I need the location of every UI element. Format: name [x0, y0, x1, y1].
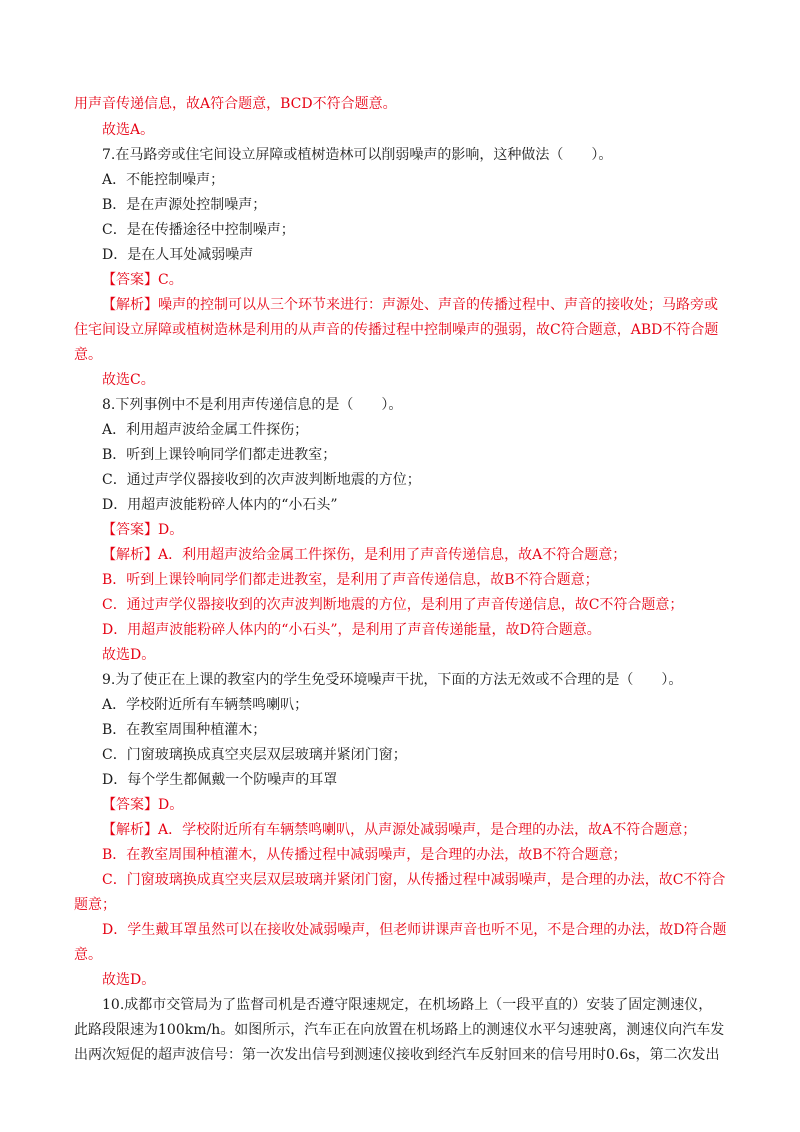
question-8-analysis-a: 【解析】A．利用超声波给金属工件探伤，是利用了声音传递信息，故A不符合题意；	[102, 547, 627, 563]
question-9-choice: 故选D。	[102, 972, 156, 988]
question-7-answer: 【答案】C。	[102, 272, 183, 288]
question-9-answer: 【答案】D。	[102, 797, 184, 813]
question-8-choice: 故选D。	[102, 647, 156, 663]
answer-tail-line: 用声音传递信息，故A符合题意，BCD不符合题意。	[74, 96, 397, 112]
question-9-analysis-c: C．门窗玻璃换成真空夹层双层玻璃并紧闭门窗，从传播过程中减弱噪声，是合理的办法，故C不符合	[102, 872, 726, 888]
question-7-stem: 7.在马路旁或住宅间设立屏障或植树造林可以削弱噪声的影响，这种做法（ ）。	[102, 147, 613, 163]
question-9-option-c: C．门窗玻璃换成真空夹层双层玻璃并紧闭门窗；	[102, 747, 407, 763]
choice-line: 故选A。	[102, 122, 155, 138]
question-9-stem: 9.为了使正在上课的教室内的学生免受环境噪声干扰，下面的方法无效或不合理的是（ ）。	[102, 672, 683, 688]
question-7-option-a: A．不能控制噪声；	[102, 172, 225, 188]
question-10-stem-cont-2: 出两次短促的超声波信号：第一次发出信号到测速仪接收到经汽车反射回来的信号用时0.6s，第二次发出	[74, 1047, 720, 1063]
question-10-stem: 10.成都市交管局为了监督司机是否遵守限速规定，在机场路上（一段平直的）安装了固定测速仪，	[102, 997, 713, 1013]
question-7-option-d: D．是在人耳处减弱噪声	[102, 247, 254, 263]
question-8-option-a: A．利用超声波给金属工件探伤；	[102, 422, 309, 438]
question-9-option-a: A．学校附近所有车辆禁鸣喇叭；	[102, 697, 309, 713]
question-8-analysis-d: D．用超声波能粉碎人体内的“小石头”，是利用了声音传递能量，故D符合题意。	[102, 622, 601, 638]
question-8-option-d: D．用超声波能粉碎人体内的“小石头”	[102, 497, 338, 513]
question-9-analysis-c-end: 题意；	[74, 897, 116, 913]
question-8-analysis-b: B．听到上课铃响同学们都走进教室，是利用了声音传递信息，故B不符合题意；	[102, 572, 599, 588]
question-9-option-b: B．在教室周围种植灌木；	[102, 722, 267, 738]
question-9-analysis-a: 【解析】A．学校附近所有车辆禁鸣喇叭，从声源处减弱噪声，是合理的办法，故A不符合题意；	[102, 822, 697, 838]
question-7-analysis-cont: 住宅间设立屏障或植树造林是利用的从声音的传播过程中控制噪声的强弱，故C符合题意，ABD不符合题	[74, 322, 719, 338]
question-9-analysis-d-end: 意。	[74, 947, 102, 963]
question-7-analysis-end: 意。	[74, 347, 102, 363]
question-7-option-c: C．是在传播途径中控制噪声；	[102, 222, 295, 238]
question-8-option-b: B．听到上课铃响同学们都走进教室；	[102, 447, 337, 463]
question-7-analysis: 【解析】噪声的控制可以从三个环节来进行：声源处、声音的传播过程中、声音的接收处；马路旁或	[102, 297, 718, 313]
question-8-answer: 【答案】D。	[102, 522, 184, 538]
question-8-analysis-c: C．通过声学仪器接收到的次声波判断地震的方位，是利用了声音传递信息，故C不符合题意；	[102, 597, 684, 613]
question-9-analysis-b: B．在教室周围种植灌木，从传播过程中减弱噪声，是合理的办法，故B不符合题意；	[102, 847, 627, 863]
question-8-option-c: C．通过声学仪器接收到的次声波判断地震的方位；	[102, 472, 421, 488]
question-9-analysis-d: D．学生戴耳罩虽然可以在接收处减弱噪声，但老师讲课声音也听不见，不是合理的办法，故D符合题	[102, 922, 727, 938]
question-8-stem: 8.下列事例中不是利用声传递信息的是（ ）。	[102, 397, 403, 413]
question-10-stem-cont: 此路段限速为100km/h。如图所示，汽车正在向放置在机场路上的测速仪水平匀速驶离，测速仪向汽车发	[74, 1022, 725, 1038]
question-7-choice: 故选C。	[102, 372, 155, 388]
question-9-option-d: D．每个学生都佩戴一个防噪声的耳罩	[102, 772, 338, 788]
question-7-option-b: B．是在声源处控制噪声；	[102, 197, 267, 213]
